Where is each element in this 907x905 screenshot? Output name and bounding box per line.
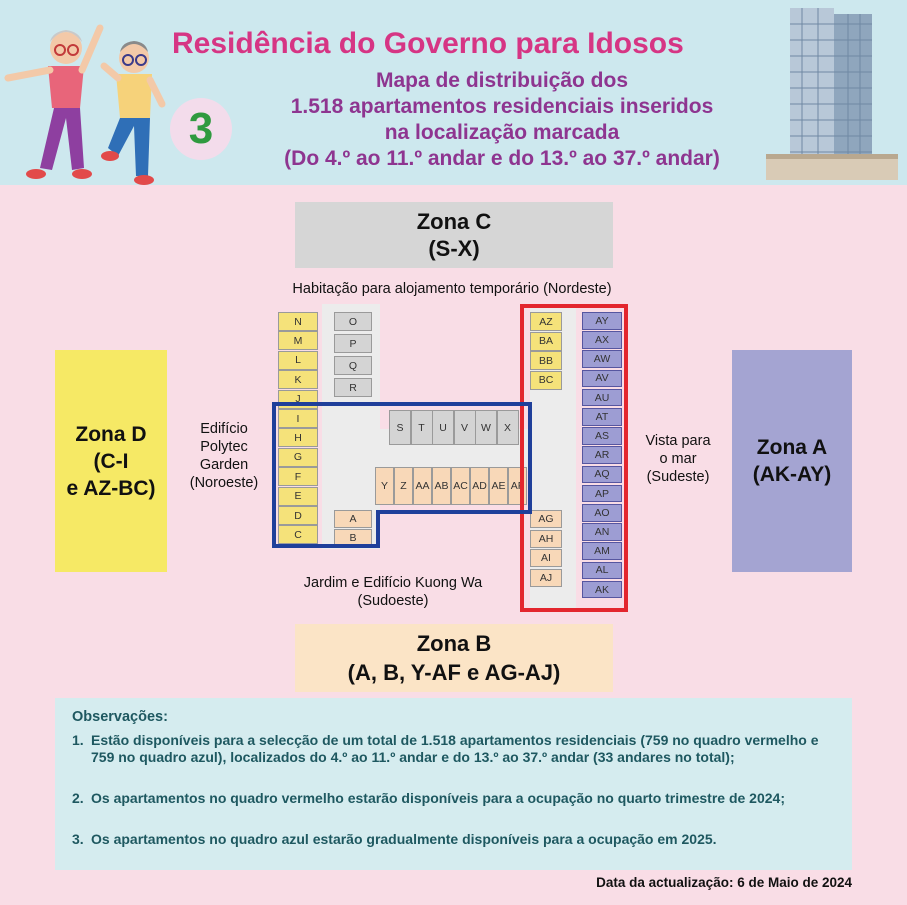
zone-d-range: e AZ-BC) bbox=[66, 476, 156, 500]
west-label-line: Polytec bbox=[200, 439, 248, 455]
west-label-line: Garden bbox=[199, 457, 249, 473]
unit-m: M bbox=[278, 331, 318, 350]
unit-j: J bbox=[278, 390, 318, 409]
unit-as: AS bbox=[582, 427, 622, 445]
unit-s: S bbox=[389, 410, 411, 445]
zone-c-box bbox=[295, 202, 613, 268]
unit-p: P bbox=[334, 334, 372, 353]
unit-l: L bbox=[278, 351, 318, 370]
note-item bbox=[72, 732, 844, 766]
zone-a-range: (AK-AY) bbox=[752, 463, 832, 486]
unit-bb: BB bbox=[530, 351, 562, 370]
subtitle-line: Mapa de distribuição dos bbox=[375, 69, 629, 92]
update-date: Data da actualização: 6 de Maio de 2024 bbox=[596, 875, 852, 890]
notes-title: Observações: bbox=[72, 709, 168, 725]
unit-ay: AY bbox=[582, 312, 622, 330]
unit-ap: AP bbox=[582, 485, 622, 503]
east-label bbox=[630, 432, 726, 486]
unit-b: B bbox=[334, 529, 372, 547]
zone-c-name: Zona C bbox=[416, 209, 492, 234]
unit-h: H bbox=[278, 428, 318, 447]
unit-al: AL bbox=[582, 562, 622, 580]
unit-f: F bbox=[278, 467, 318, 486]
unit-v: V bbox=[454, 410, 476, 445]
unit-g: G bbox=[278, 448, 318, 467]
unit-ba: BA bbox=[530, 332, 562, 351]
unit-av: AV bbox=[582, 370, 622, 388]
unit-d: D bbox=[278, 506, 318, 525]
unit-x: X bbox=[497, 410, 519, 445]
west-label-line: Edifício bbox=[200, 421, 248, 437]
subtitle bbox=[228, 68, 776, 172]
unit-ac: AC bbox=[451, 467, 470, 505]
unit-aa: AA bbox=[413, 467, 432, 505]
east-label-line: (Sudeste) bbox=[646, 469, 710, 485]
unit-i: I bbox=[278, 409, 318, 428]
unit-ae: AE bbox=[489, 467, 508, 505]
note-number: 1. bbox=[72, 732, 84, 748]
unit-t: T bbox=[411, 410, 433, 445]
north-label: Habitação para alojamento temporário (Nordeste) bbox=[292, 281, 612, 297]
unit-am: AM bbox=[582, 542, 622, 560]
south-label-line: (Sudoeste) bbox=[357, 593, 429, 609]
note-text: Estão disponíveis para a selecção de um total de 1.518 apartamentos residenciais (759 no quadro vermelho e 759 no quadro azul), localizados do 4.º ao 11.º andar e do 13.º ao 37.º andar (33 andares no total); bbox=[91, 732, 819, 765]
unit-e: E bbox=[278, 487, 318, 506]
unit-aw: AW bbox=[582, 350, 622, 368]
floor-plan bbox=[272, 304, 632, 616]
unit-k: K bbox=[278, 370, 318, 389]
unit-ab: AB bbox=[432, 467, 451, 505]
zone-a-box bbox=[732, 350, 852, 572]
note-text: Os apartamentos no quadro azul estarão gradualmente disponíveis para a ocupação em 2025. bbox=[91, 831, 717, 847]
unit-w: W bbox=[475, 410, 497, 445]
zone-b-box bbox=[295, 624, 613, 692]
note-item bbox=[72, 831, 844, 848]
zone-b-name: Zona B bbox=[416, 631, 492, 656]
unit-ah: AH bbox=[530, 530, 562, 548]
unit-u: U bbox=[432, 410, 454, 445]
elderly-couple-illustration bbox=[0, 8, 170, 186]
zone-c-range: (S-X) bbox=[428, 236, 480, 261]
unit-n: N bbox=[278, 312, 318, 331]
subtitle-line: (Do 4.º ao 11.º andar e do 13.º ao 37.º andar) bbox=[284, 147, 720, 170]
east-label-line: o mar bbox=[659, 451, 697, 467]
unit-ai: AI bbox=[530, 549, 562, 567]
unit-au: AU bbox=[582, 389, 622, 407]
west-label bbox=[176, 420, 272, 492]
note-number: 3. bbox=[72, 831, 84, 847]
note-item bbox=[72, 790, 844, 807]
west-label-line: (Noroeste) bbox=[189, 475, 259, 491]
unit-ar: AR bbox=[582, 446, 622, 464]
section-number-badge: 3 bbox=[170, 98, 232, 160]
unit-z: Z bbox=[394, 467, 413, 505]
zone-d-range: (C-I bbox=[93, 449, 129, 473]
building-illustration bbox=[762, 4, 902, 184]
unit-ak: AK bbox=[582, 581, 622, 599]
unit-q: Q bbox=[334, 356, 372, 375]
unit-o: O bbox=[334, 312, 372, 331]
unit-ao: AO bbox=[582, 504, 622, 522]
unit-y: Y bbox=[375, 467, 394, 505]
unit-az: AZ bbox=[530, 312, 562, 331]
unit-ax: AX bbox=[582, 331, 622, 349]
unit-bc: BC bbox=[530, 371, 562, 390]
blue-frame bbox=[274, 404, 530, 546]
unit-at: AT bbox=[582, 408, 622, 426]
note-number: 2. bbox=[72, 790, 84, 806]
page-title: Residência do Governo para Idosos bbox=[172, 27, 684, 60]
red-frame bbox=[522, 306, 626, 610]
unit-a: A bbox=[334, 510, 372, 528]
zone-d-box bbox=[55, 350, 167, 572]
subtitle-line: 1.518 apartamentos residenciais inseridos bbox=[290, 95, 714, 118]
note-text: Os apartamentos no quadro vermelho estarão disponíveis para a ocupação no quarto trimestre de 2024; bbox=[91, 790, 785, 806]
zone-b-range: (A, B, Y-AF e AG-AJ) bbox=[347, 660, 561, 685]
zone-d-name: Zona D bbox=[75, 422, 147, 446]
unit-c: C bbox=[278, 525, 318, 544]
unit-aj: AJ bbox=[530, 569, 562, 587]
subtitle-line: na localização marcada bbox=[384, 121, 620, 144]
unit-ad: AD bbox=[470, 467, 489, 505]
unit-af: AF bbox=[508, 467, 527, 505]
east-label-line: Vista para bbox=[645, 433, 711, 449]
unit-aq: AQ bbox=[582, 466, 622, 484]
unit-an: AN bbox=[582, 523, 622, 541]
unit-ag: AG bbox=[530, 510, 562, 528]
unit-r: R bbox=[334, 378, 372, 397]
south-label-line: Jardim e Edifício Kuong Wa bbox=[303, 575, 483, 591]
zone-a-name: Zona A bbox=[756, 436, 828, 459]
frame-overlay bbox=[272, 304, 632, 616]
